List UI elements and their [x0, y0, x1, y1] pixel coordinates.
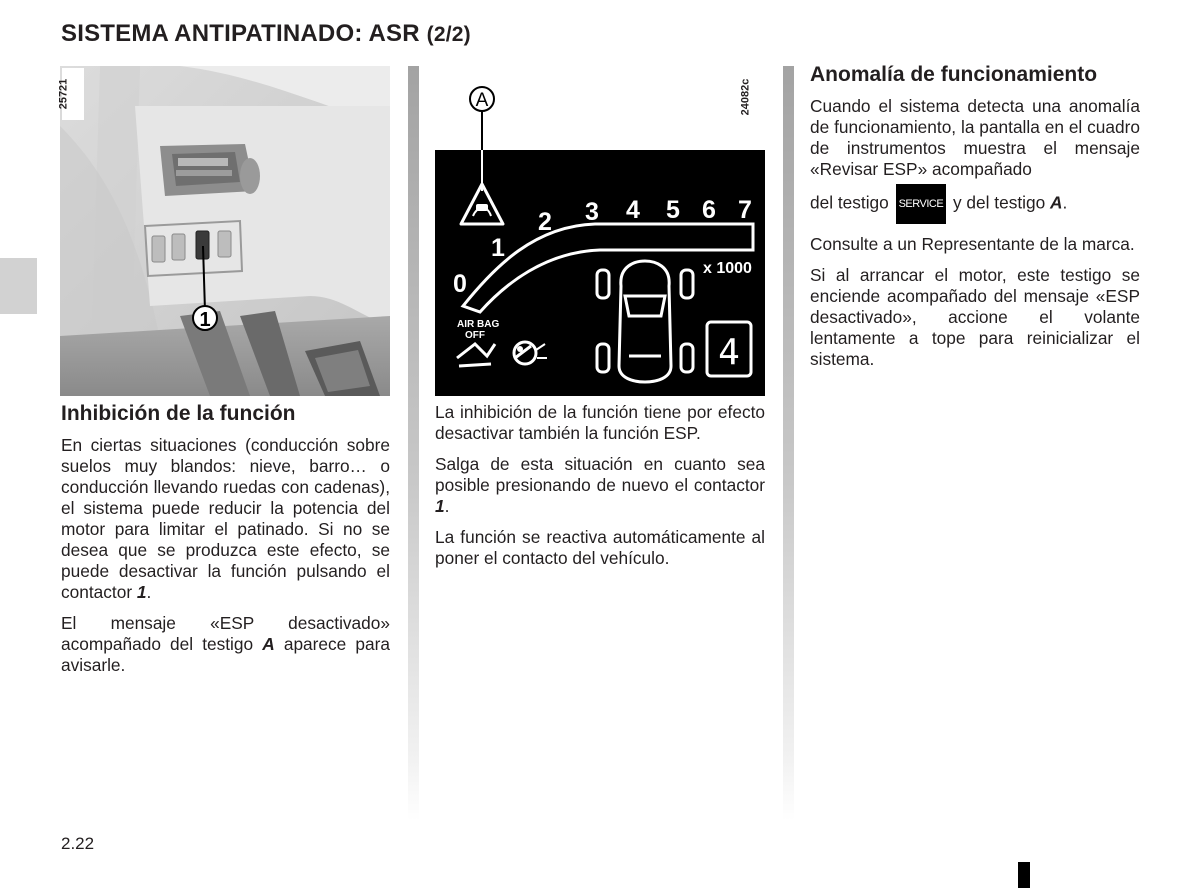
paragraph-text: aparece para avisarle. — [61, 634, 390, 675]
column-1-text — [61, 435, 390, 686]
instrument-cluster-figure — [435, 66, 765, 396]
paragraph-text: . — [444, 496, 450, 516]
tach-number: 4 — [626, 196, 640, 224]
paragraph: Consulte a un Representante de la marca. — [810, 234, 1135, 254]
paragraph-text: del testigo — [810, 192, 894, 213]
page-title-part: (2/2) — [426, 23, 471, 46]
column-divider — [783, 66, 794, 821]
paragraph — [61, 435, 390, 603]
page-edge-marker — [1018, 862, 1030, 888]
tach-number: 5 — [666, 196, 680, 224]
paragraph-text: . — [146, 582, 152, 602]
airbag-off-label: OFF — [465, 330, 485, 341]
paragraph-text: Salga de esta situación en cuanto sea posible presionando de nuevo el contactor — [435, 454, 765, 495]
page-number: 2.22 — [61, 834, 95, 853]
reference-label: A — [262, 634, 275, 654]
tach-number: 1 — [491, 234, 505, 262]
tach-number: 2 — [538, 208, 552, 236]
figure-ref-code: 24082c — [739, 78, 752, 116]
service-warning-icon: SERVICE — [896, 184, 947, 224]
paragraph — [810, 184, 1140, 224]
reference-label: 1 — [435, 496, 445, 516]
page-title — [61, 20, 471, 48]
figure-ref-code: 25721 — [57, 78, 70, 110]
reference-label: 1 — [136, 582, 147, 602]
chapter-tab — [0, 258, 37, 314]
column-divider — [408, 66, 419, 821]
airbag-label: AIR BAG — [457, 319, 500, 330]
column-2-text — [435, 402, 765, 579]
paragraph-text: El mensaje «ESP desactivado» acompañado del testigo — [61, 613, 390, 654]
paragraph-text: y del testigo — [948, 192, 1051, 213]
contactor-photo — [57, 66, 390, 396]
section-heading-malfunction: Anomalía de funcionamiento — [810, 63, 1098, 86]
tach-number: 7 — [738, 196, 752, 224]
paragraph-text: En ciertas situaciones (conducción sobre suelos muy blandos: nieve, barro… o conducción llevando ruedas con cadenas), el sistema puede reducir la potencia del motor para limitar el patinado. Si no se desea que se produzca este efecto, se puede desactivar la función pulsando el contactor — [61, 435, 390, 602]
paragraph: Si al arrancar el motor, este testigo se enciende acompañado del mensaje «ESP desactivado», accione el volante lentamente a tope para reinicializar el sistema. — [810, 265, 1140, 369]
paragraph-text: . — [1062, 192, 1068, 213]
tach-unit: x 1000 — [703, 260, 752, 277]
paragraph: Cuando el sistema detecta una anomalía de funcionamiento, la pantalla en el cuadro de instrumentos muestra el mensaje «Revisar ESP» acompañado — [810, 96, 1140, 179]
section-heading-inhibition: Inhibición de la función — [61, 402, 296, 425]
page-title-main: SISTEMA ANTIPATINADO: ASR — [61, 20, 427, 47]
paragraph — [61, 613, 390, 676]
reference-label: A — [1050, 192, 1063, 213]
callout-1-label: 1 — [199, 309, 211, 331]
tach-number: 3 — [585, 198, 599, 226]
paragraph — [435, 454, 765, 517]
paragraph: La inhibición de la función tiene por efecto desactivar también la función ESP. — [435, 402, 765, 443]
paragraph: La función se reactiva automáticamente al poner el contacto del vehículo. — [435, 527, 765, 568]
callout-a-label: A — [475, 90, 489, 111]
gear-indicator-digit: 4 — [718, 332, 740, 373]
tach-number: 6 — [702, 196, 716, 224]
column-3-text — [810, 96, 1140, 380]
instrument-cluster-illustration — [435, 66, 765, 396]
tach-number: 0 — [453, 270, 467, 298]
dashboard-switch-illustration — [60, 66, 390, 396]
